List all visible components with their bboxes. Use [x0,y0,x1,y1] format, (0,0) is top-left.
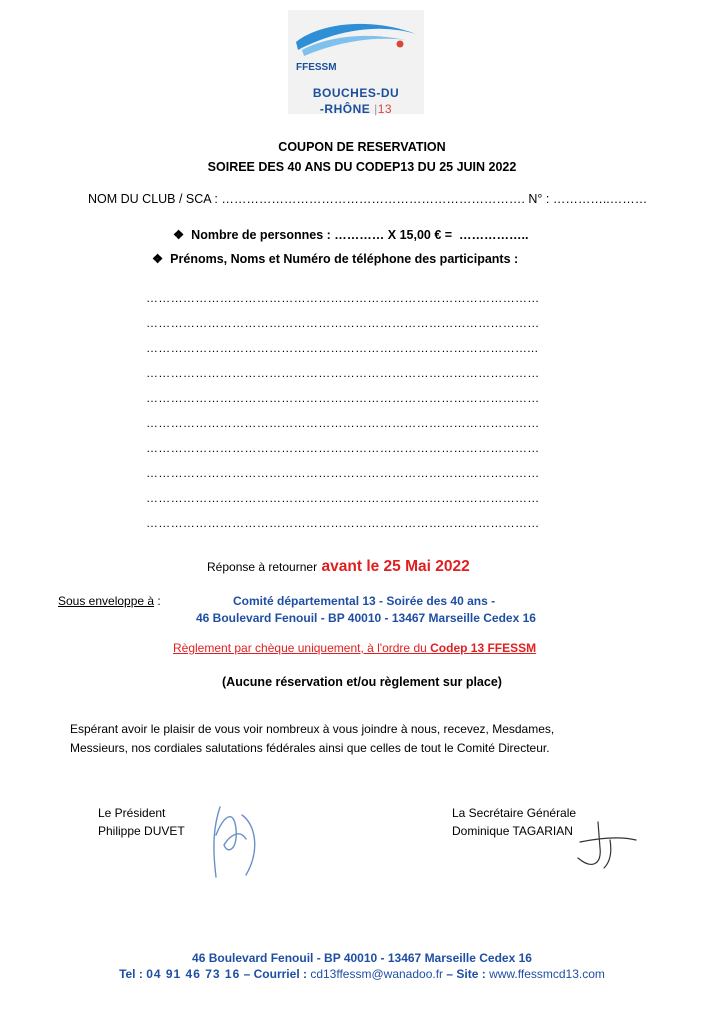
footer-site-link[interactable]: www.ffessmcd13.com [489,967,605,981]
closing-line1: Espérant avoir le plaisir de vous voir nombreux à vous joindre à nous, recevez, Mesdames, [70,722,555,736]
envelope-address-line2: 46 Boulevard Fenouil - BP 40010 - 13467 Marseille Cedex 16 [196,611,536,625]
secretary-signature-icon [570,818,640,878]
logo-region-line2: -RHÔNE |13 [319,102,393,116]
diamond-bullet-icon: ❖ [152,252,164,266]
left-name: Philippe DUVET [98,824,185,838]
right-role: La Secrétaire Générale [452,806,577,820]
participant-line: …………………………………………………………………………………… [146,316,540,330]
participants-line [152,251,518,266]
persons-multiplier: X 15,00 € = [387,228,453,242]
notice: (Aucune réservation et/ou règlement sur place) [222,675,502,689]
number-label: N° : [528,192,550,206]
response-prefix: Réponse à retourner [207,560,318,574]
envelope-address-line1: Comité départemental 13 - Soirée des 40 ans - [233,594,496,608]
participant-line: …………………………………………………………………………………… [146,491,540,505]
club-label: NOM DU CLUB / SCA : [88,192,218,206]
logo-brand: FFESSM [296,62,337,73]
envelope-colon: : [157,594,161,608]
participant-line: …………………………………………………………………………………… [146,391,540,405]
club-line [88,192,647,206]
payment-payee: Codep 13 FFESSM [430,641,537,655]
number-dots: …………..……… [552,192,648,206]
payment-line [173,641,536,655]
right-signatory [452,804,576,840]
diamond-bullet-icon: ❖ [173,228,185,242]
footer-contacts: Tel : 04 91 46 73 16 – Courriel : cd13ffessm@wanadoo.fr – Site : www.ffessmcd13.com [119,967,605,981]
footer-address: 46 Boulevard Fenouil - BP 40010 - 13467 Marseille Cedex 16 [192,951,532,965]
title-line1: COUPON DE RESERVATION [278,140,446,154]
footer-tel: 04 91 46 73 16 [146,967,241,981]
wave-logo-icon [288,10,424,70]
participant-line: …………………………………………………………………………………… [146,291,540,305]
persons-dots: ………… [334,228,385,242]
participants-label: Prénoms, Noms et Numéro de téléphone des participants : [170,252,519,266]
president-signature-icon [206,795,266,885]
persons-total-dots: …………….. [459,228,529,242]
participant-line: …………………………………………………………………………………… [146,516,540,530]
persons-line [173,227,528,242]
payment-text: Règlement par chèque uniquement, à l'ordre du [173,641,431,655]
left-role: Le Président [98,806,166,820]
footer-mail-link[interactable]: cd13ffessm@wanadoo.fr [310,967,444,981]
club-dots: ………………………………………………………………. [221,192,525,206]
left-signatory [98,804,185,840]
closing-line2: Messieurs, nos cordiales salutations fédérales ainsi que celles de tout le Comité Directeur. [70,741,550,755]
participant-line: …………………………………………………………………………………… [146,466,540,480]
response-line [207,558,470,576]
title-line2: SOIREE DES 40 ANS DU CODEP13 DU 25 JUIN 2022 [207,160,517,174]
envelope-label-line [58,594,161,608]
right-name: Dominique TAGARIAN [452,824,573,838]
response-deadline: avant le 25 Mai 2022 [321,558,470,575]
participant-line: …………………………………………………………………………………… [146,366,540,380]
persons-label: Nombre de personnes : [191,228,331,242]
ffessm-logo [288,10,424,114]
participant-line: …………………………………………………………………………………… [146,441,540,455]
envelope-label: Sous enveloppe à [58,594,155,608]
participant-line: …………………………………………………………………………………... [146,341,539,355]
participant-line: …………………………………………………………………………………… [146,416,540,430]
logo-region-line1: BOUCHES-DU [312,86,400,100]
closing-paragraph [70,720,690,758]
